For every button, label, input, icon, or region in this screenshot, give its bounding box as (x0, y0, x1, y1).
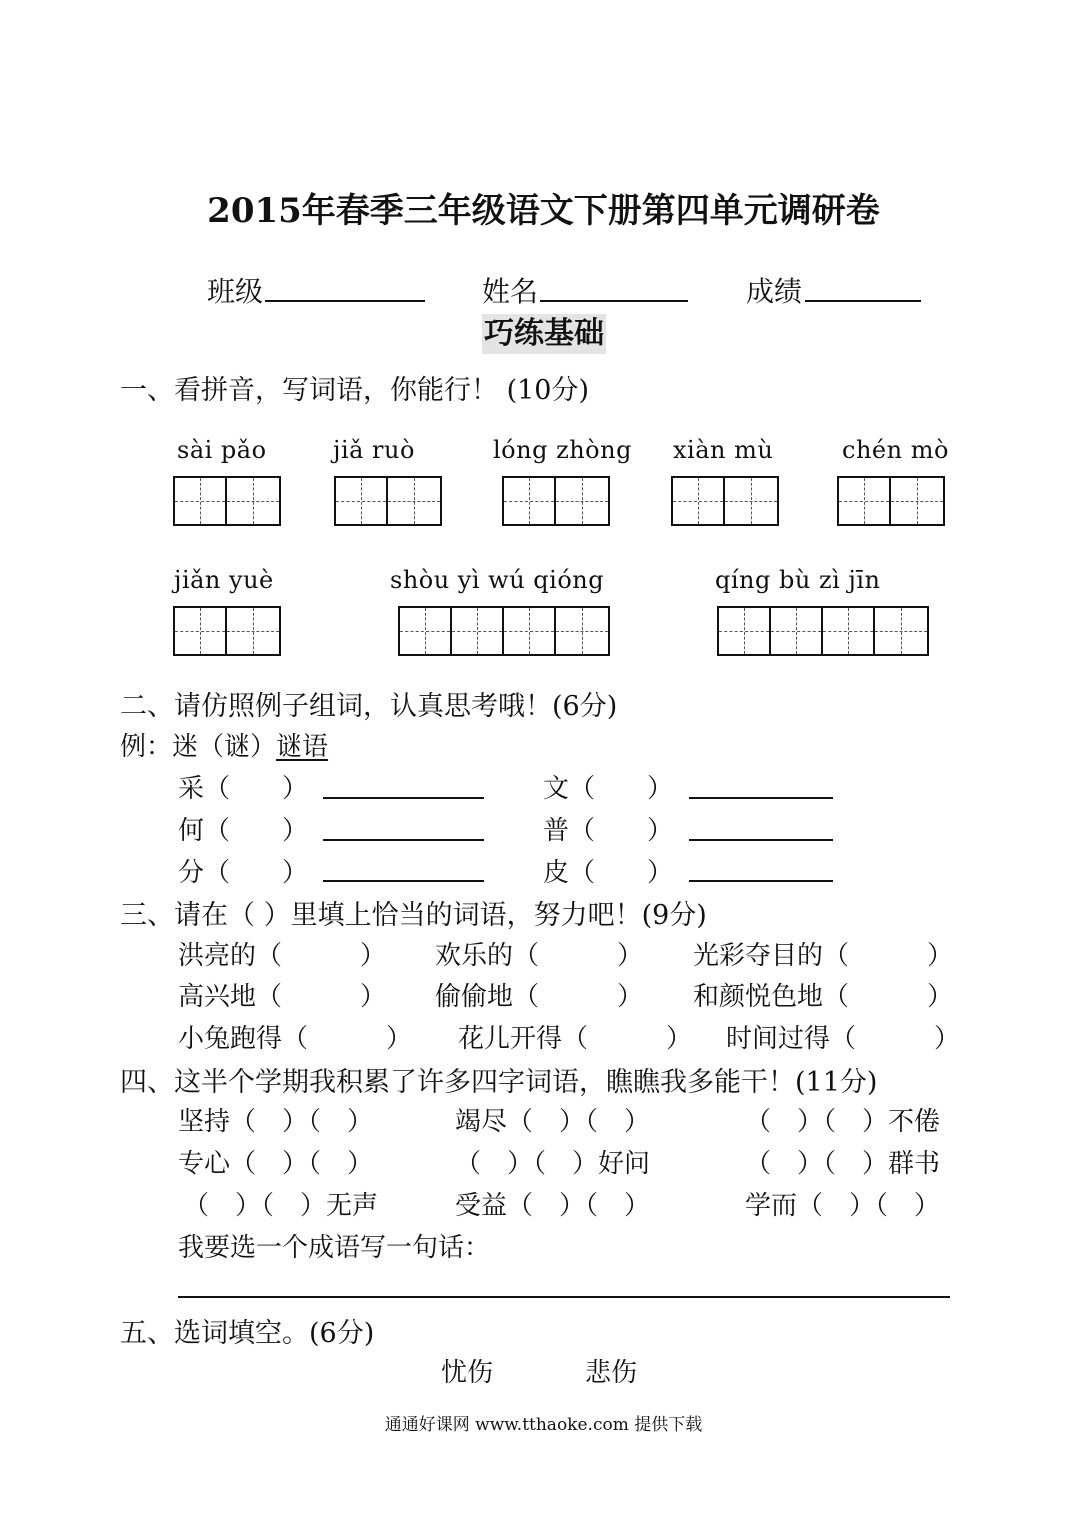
idiom-item: （ ）（ ）群书 (745, 1149, 941, 1179)
footer-source: 通通好课网 www.tthaoke.com 提供下载 (384, 1415, 703, 1435)
class-label: 班级 (207, 275, 264, 308)
section2-heading: 二、请仿照例子组词，认真思考哦！(6分) (120, 691, 618, 722)
answer-blank[interactable] (689, 839, 833, 841)
pinyin-label: sài pǎo (177, 436, 267, 464)
idiom-item: 受益（ ）（ ） (455, 1191, 651, 1221)
section1-heading: 一、看拼音，写词语，你能行！ (10分) (120, 375, 590, 406)
pinyin-label: xiàn mù (673, 436, 774, 464)
subheading: 巧练基础 (482, 314, 606, 354)
idiom-item: （ ）（ ）不倦 (745, 1107, 941, 1137)
example-line (120, 726, 328, 763)
idiom-item: 竭尽（ ）（ ） (455, 1107, 651, 1137)
word-item: 何（ ） (178, 816, 309, 846)
writing-grid[interactable] (502, 476, 610, 526)
idiom-item: 学而（ ）（ ） (745, 1191, 941, 1221)
example-word: 谜语 (276, 732, 329, 762)
section5-heading: 五、选词填空。(6分) (120, 1318, 375, 1349)
writing-grid[interactable] (398, 606, 610, 656)
section3-heading: 三、请在（ ）里填上恰当的词语，努力吧！(9分) (120, 900, 707, 931)
fill-item: 高兴地（ ） (178, 982, 387, 1012)
idiom-item: （ ）（ ）好问 (455, 1149, 651, 1179)
word-item: 文（ ） (543, 774, 674, 804)
choice-word: 忧伤 (441, 1358, 494, 1388)
sentence-prompt: 我要选一个成语写一句话： (178, 1233, 491, 1263)
name-label: 姓名 (482, 275, 539, 308)
fill-item: 光彩夺目的（ ） (693, 941, 954, 971)
fill-item: 偷偷地（ ） (435, 982, 644, 1012)
example-chars: 迷（谜） (172, 732, 277, 762)
answer-blank[interactable] (323, 797, 484, 799)
idiom-item: 坚持（ ）（ ） (178, 1107, 374, 1137)
word-item: 皮（ ） (543, 858, 674, 888)
word-item: 分（ ） (178, 858, 309, 888)
section4-heading: 四、这半个学期我积累了许多四字词语，瞧瞧我多能干！(11分) (120, 1067, 878, 1098)
writing-grid[interactable] (717, 606, 929, 656)
writing-grid[interactable] (671, 476, 779, 526)
word-item: 普（ ） (543, 816, 674, 846)
fill-item: 时间过得（ ） (726, 1024, 961, 1054)
score-blank[interactable] (805, 300, 921, 302)
fill-item: 和颜悦色地（ ） (693, 982, 954, 1012)
page-title: 2015年春季三年级语文下册第四单元调研卷 (207, 191, 880, 231)
answer-blank[interactable] (689, 880, 833, 882)
fill-item: 欢乐的（ ） (435, 941, 644, 971)
idiom-item: 专心（ ）（ ） (178, 1149, 374, 1179)
answer-blank[interactable] (323, 839, 484, 841)
class-blank[interactable] (265, 300, 425, 302)
pinyin-label: jiǎ ruò (333, 436, 415, 464)
fill-item: 花儿开得（ ） (458, 1024, 693, 1054)
score-label: 成绩 (746, 275, 803, 308)
fill-item: 洪亮的（ ） (178, 941, 387, 971)
name-blank[interactable] (540, 300, 688, 302)
pinyin-label: lóng zhòng (493, 436, 632, 464)
answer-blank[interactable] (323, 880, 484, 882)
writing-grid[interactable] (173, 476, 281, 526)
pinyin-label: qíng bù zì jīn (715, 566, 881, 594)
fill-item: 小兔跑得（ ） (178, 1024, 413, 1054)
word-item: 采（ ） (178, 774, 309, 804)
writing-grid[interactable] (173, 606, 281, 656)
writing-grid[interactable] (837, 476, 945, 526)
example-prefix: 例： (120, 732, 173, 762)
pinyin-label: shòu yì wú qióng (390, 566, 605, 594)
writing-grid[interactable] (334, 476, 442, 526)
pinyin-label: jiǎn yuè (174, 566, 274, 594)
sentence-blank[interactable] (178, 1296, 950, 1298)
pinyin-label: chén mò (842, 436, 949, 464)
answer-blank[interactable] (689, 797, 833, 799)
choice-word: 悲伤 (585, 1358, 638, 1388)
idiom-item: （ ）（ ）无声 (183, 1191, 379, 1221)
